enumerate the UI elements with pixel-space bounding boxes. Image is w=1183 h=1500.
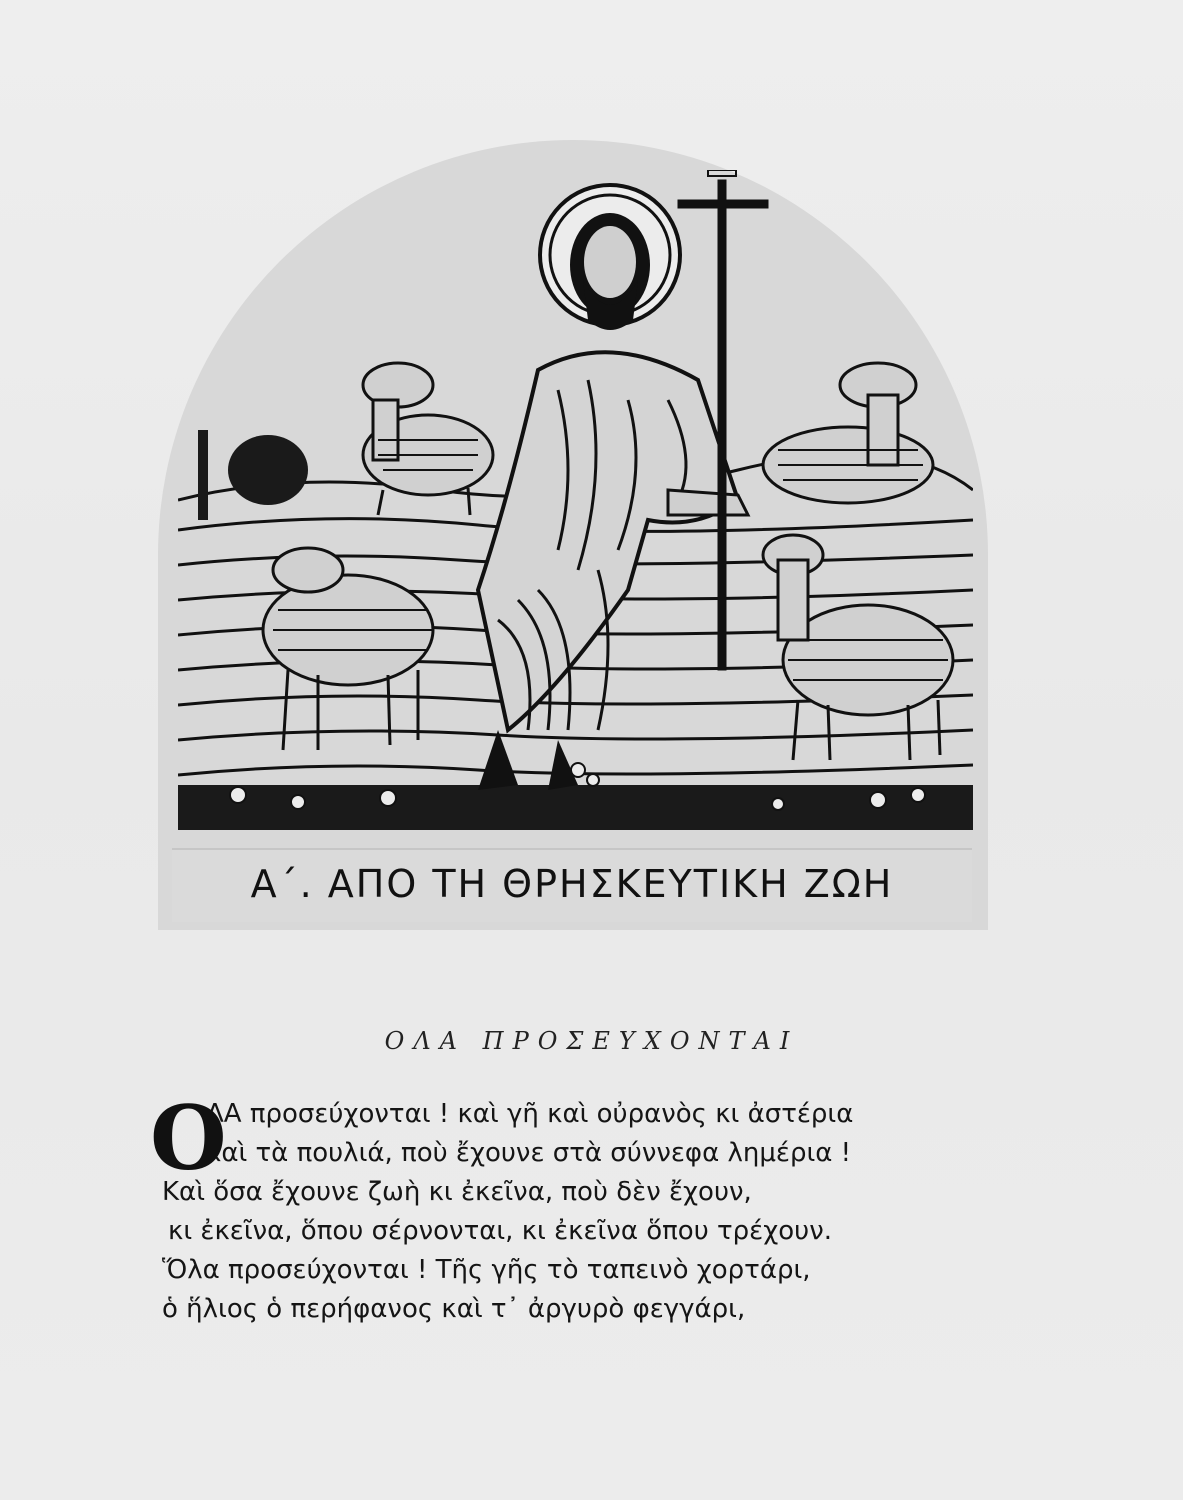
woodcut-illustration bbox=[178, 170, 973, 830]
poem-body bbox=[150, 1086, 970, 1329]
poem-line: Ὅλα προσεύχονται ! Τῆς γῆς τὸ ταπεινὸ χορτάρι, bbox=[162, 1255, 811, 1285]
left-bush bbox=[198, 430, 308, 520]
shepherd-figure bbox=[478, 185, 748, 790]
drop-cap: Ο bbox=[150, 1086, 227, 1190]
section-title: Α΄. ΑΠΟ ΤΗ ΘΡΗΣΚΕΥΤΙΚΗ ΖΩΗ bbox=[250, 862, 894, 906]
poem-line: ὁ ἥλιος ὁ περήφανος καὶ τ᾽ ἀργυρὸ φεγγάρι, bbox=[162, 1294, 746, 1324]
sheep-upper-right bbox=[763, 363, 933, 503]
sheep-lower-left bbox=[263, 548, 433, 750]
poem-title: ΟΛΑ ΠΡΟΣΕΥΧΟΝΤΑΙ bbox=[384, 1027, 799, 1055]
sheep-lower-right bbox=[763, 535, 953, 760]
poem-line: καὶ τὰ πουλιά, ποὺ ἔχουνε στὰ σύννεφα λημέρια ! bbox=[206, 1138, 852, 1168]
sheep-upper-left bbox=[363, 363, 493, 515]
poem-line: κι ἐκεῖνα, ὅπου σέρνονται, κι ἐκεῖνα ὅπου τρέχουν. bbox=[168, 1216, 832, 1246]
poem-line: Καὶ ὅσα ἔχουνε ζωὴ κι ἐκεῖνα, ποὺ δὲν ἔχουν, bbox=[162, 1177, 752, 1207]
poem-line: ΛΑ προσεύχονται ! καὶ γῆ καὶ οὐρανὸς κι ἀστέρια bbox=[206, 1099, 854, 1129]
